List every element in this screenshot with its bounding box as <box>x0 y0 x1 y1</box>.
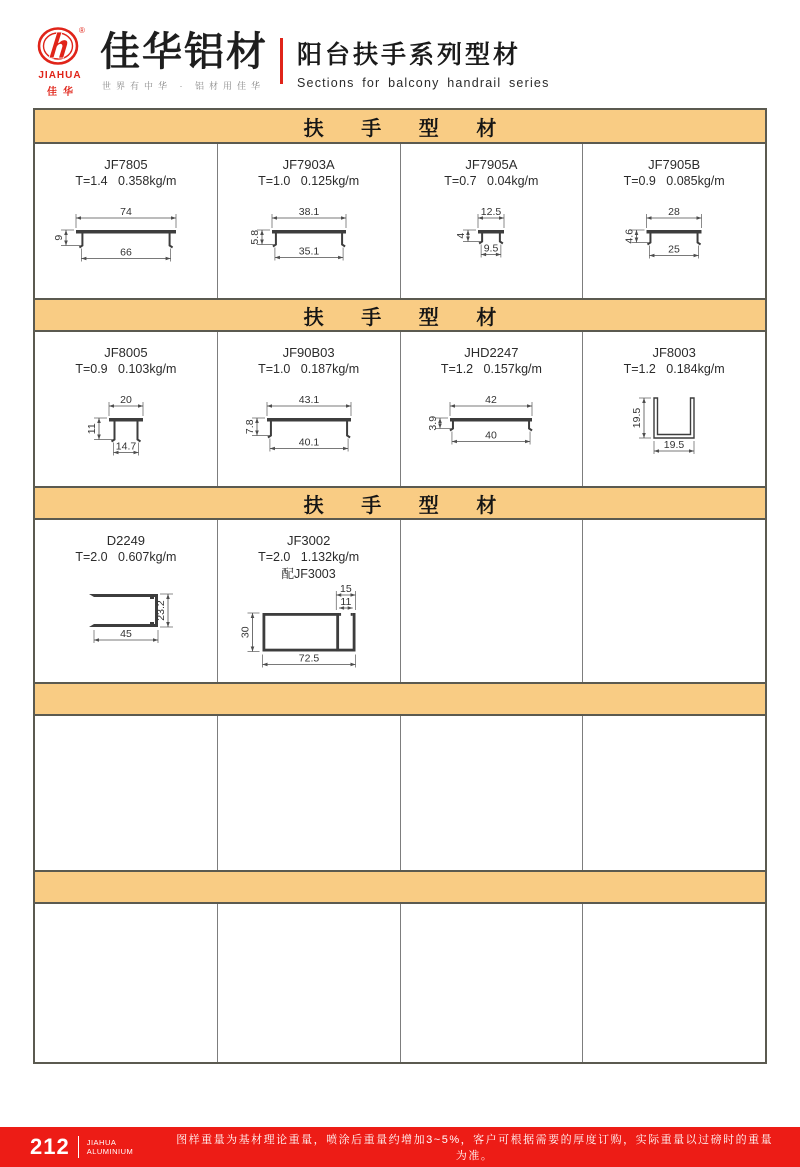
svg-text:19.5: 19.5 <box>663 439 685 451</box>
footer-brand <box>87 1138 134 1156</box>
svg-text:3.9: 3.9 <box>427 415 440 431</box>
profile-drawing-jf7805 <box>36 190 216 290</box>
section-header-1 <box>35 110 765 144</box>
svg-text:12.5: 12.5 <box>481 206 502 218</box>
profile-cell-jf3002 <box>218 520 401 682</box>
svg-text:14.7: 14.7 <box>115 440 137 453</box>
registered-mark: ® <box>79 25 85 35</box>
profile-spec: T=0.9 0.085kg/m <box>623 174 725 188</box>
svg-text:20: 20 <box>120 394 132 406</box>
profile-cell-jf90b03 <box>218 332 401 486</box>
section-title: 扶 手 型 材 <box>303 306 513 329</box>
profile-cell-jf7905a <box>401 144 584 298</box>
brand-name: 佳华铝材 <box>100 30 268 74</box>
profile-drawing-jf8005 <box>36 378 216 478</box>
footer-note: 图样重量为基材理论重量，喷涂后重量约增加3~5%，客户可根据需要的厚度订购，实际重量以过磅时的重量为准。 <box>176 1134 774 1162</box>
svg-text:43.1: 43.1 <box>298 394 319 406</box>
profile-code: JF7903A <box>282 157 335 172</box>
profile-cell-empty <box>583 520 765 682</box>
profile-drawing-jf7905a <box>401 190 581 290</box>
section-header-2 <box>35 298 765 332</box>
profile-code: JF7905A <box>465 157 518 172</box>
profile-cell-empty <box>583 716 765 870</box>
profile-code: JF90B03 <box>282 345 335 360</box>
profile-cell-jf8005 <box>35 332 218 486</box>
profile-cell-empty <box>401 716 584 870</box>
profile-cell-empty <box>35 904 218 1062</box>
svg-text:40: 40 <box>485 429 498 442</box>
series-title-block <box>297 33 550 90</box>
profile-cell-empty <box>218 904 401 1062</box>
profile-code: JF7905B <box>648 157 701 172</box>
profile-code: JF7805 <box>104 157 148 172</box>
profile-spec: T=1.4 0.358kg/m <box>75 174 177 188</box>
svg-text:11: 11 <box>85 423 98 435</box>
svg-text:9.5: 9.5 <box>484 242 499 255</box>
profile-spec: T=1.2 0.157kg/m <box>440 362 542 376</box>
svg-text:38.1: 38.1 <box>298 206 319 218</box>
svg-text:7.8: 7.8 <box>243 419 256 435</box>
logo-wordmark: JIAHUA <box>38 69 82 81</box>
svg-text:23.2: 23.2 <box>154 600 167 621</box>
section-row-5 <box>35 904 765 1062</box>
brand-block <box>100 30 268 92</box>
profile-spec: T=1.2 0.184kg/m <box>623 362 725 376</box>
svg-text:72.5: 72.5 <box>298 652 319 665</box>
svg-text:19.5: 19.5 <box>631 407 644 429</box>
profile-cell-jf7805 <box>35 144 218 298</box>
profile-spec: T=2.0 1.132kg/m <box>258 550 360 564</box>
profile-cell-empty <box>583 904 765 1062</box>
section-title: 扶 手 型 材 <box>303 117 513 140</box>
footer-divider <box>78 1136 79 1158</box>
svg-text:74: 74 <box>120 206 132 218</box>
profile-cell-d2249 <box>35 520 218 682</box>
svg-text:40.1: 40.1 <box>298 436 319 449</box>
profile-spec: T=1.0 0.125kg/m <box>258 174 360 188</box>
logo-cn-text: 佳华 <box>47 86 79 98</box>
profile-spec: T=1.0 0.187kg/m <box>258 362 360 376</box>
profile-cell-jf8003 <box>583 332 765 486</box>
profile-code: JF8005 <box>104 345 148 360</box>
section-row-3 <box>35 520 765 682</box>
profile-cell-jhd2247 <box>401 332 584 486</box>
profile-code: JF8003 <box>652 345 696 360</box>
svg-text:15: 15 <box>339 583 352 595</box>
series-title-cn: 阳台扶手系列型材 <box>297 40 522 69</box>
section-title: 扶 手 型 材 <box>303 494 513 517</box>
section-header-5 <box>35 870 765 904</box>
svg-text:35.1: 35.1 <box>298 245 319 258</box>
profile-spec: T=0.9 0.103kg/m <box>75 362 177 376</box>
profile-cell-empty <box>401 904 584 1062</box>
profile-code: D2249 <box>106 533 146 548</box>
section-row-1 <box>35 144 765 298</box>
profile-pair-note: 配JF3003 <box>281 567 336 581</box>
profile-table <box>33 108 767 1064</box>
profile-drawing-d2249 <box>36 566 216 666</box>
series-title-en: Sections for balcony handrail series <box>297 75 550 90</box>
jiahua-logo-icon <box>35 25 85 69</box>
profile-cell-jf7905b <box>583 144 765 298</box>
profile-code: JF3002 <box>286 533 331 548</box>
svg-text:45: 45 <box>120 627 132 640</box>
profile-cell-jf7903a <box>218 144 401 298</box>
svg-text:66: 66 <box>120 246 132 259</box>
profile-drawing-jf3002 <box>219 583 399 683</box>
header-red-divider <box>280 38 283 84</box>
svg-text:5.8: 5.8 <box>248 229 261 245</box>
profile-drawing-jf90b03 <box>219 378 399 478</box>
page-number: 212 <box>30 1134 70 1159</box>
profile-drawing-jf7905b <box>584 190 764 290</box>
profile-cell-empty <box>35 716 218 870</box>
profile-spec: T=0.7 0.04kg/m <box>444 174 539 188</box>
section-header-4 <box>35 682 765 716</box>
brand-slogan: 世界有中华 · 铝材用佳华 <box>102 81 265 91</box>
company-logo <box>30 25 90 98</box>
profile-drawing-jf7903a <box>219 190 399 290</box>
page-header <box>0 0 800 108</box>
svg-text:42: 42 <box>485 394 498 406</box>
section-header-3 <box>35 486 765 520</box>
svg-text:25: 25 <box>668 243 680 256</box>
footer-brand-line2: ALUMINIUM <box>86 1147 134 1156</box>
profile-cell-empty <box>218 716 401 870</box>
svg-text:28: 28 <box>668 206 680 218</box>
svg-text:4.6: 4.6 <box>623 228 636 244</box>
footer-bar <box>0 1127 800 1167</box>
svg-text:4: 4 <box>455 232 468 239</box>
svg-text:11: 11 <box>340 596 351 608</box>
svg-text:30: 30 <box>239 626 252 639</box>
section-row-2 <box>35 332 765 486</box>
profile-spec: T=2.0 0.607kg/m <box>75 550 177 564</box>
profile-code: JHD2247 <box>464 345 519 360</box>
profile-drawing-jf8003 <box>584 378 764 478</box>
profile-drawing-jhd2247 <box>401 378 581 478</box>
profile-cell-empty <box>401 520 584 682</box>
footer-brand-line1: JIAHUA <box>86 1138 117 1147</box>
svg-text:9: 9 <box>52 234 65 241</box>
section-row-4 <box>35 716 765 870</box>
